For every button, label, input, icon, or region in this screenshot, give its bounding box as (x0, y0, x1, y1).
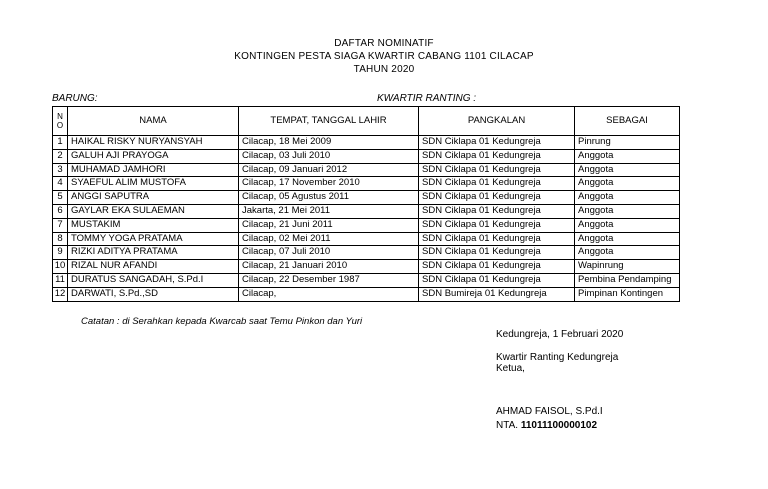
cell-no: 8 (53, 232, 68, 246)
cell-nama: ANGGI SAPUTRA (68, 191, 239, 205)
cell-ttl: Cilacap, 02 Mei 2011 (239, 232, 419, 246)
cell-pangkalan: SDN Ciklapa 01 Kedungreja (419, 260, 575, 274)
cell-sebagai: Wapinrung (575, 260, 680, 274)
cell-pangkalan: SDN Ciklapa 01 Kedungreja (419, 149, 575, 163)
col-pangkalan-header: PANGKALAN (419, 107, 575, 136)
col-no-bottom: O (56, 121, 64, 130)
cell-sebagai: Anggota (575, 246, 680, 260)
cell-no: 4 (53, 177, 68, 191)
cell-sebagai: Pinrung (575, 136, 680, 150)
note-text: Catatan : di Serahkan kepada Kwarcab saat Temu Pinkon dan Yuri (81, 316, 363, 327)
cell-no: 11 (53, 273, 68, 287)
signature-nta (496, 420, 597, 431)
cell-nama: DARWATI, S.Pd.,SD (68, 287, 239, 301)
cell-nama: RIZAL NUR AFANDI (68, 260, 239, 274)
cell-pangkalan: SDN Bumireja 01 Kedungreja (419, 287, 575, 301)
doc-subtitle: KONTINGEN PESTA SIAGA KWARTIR CABANG 1101 CILACAP (234, 51, 534, 62)
cell-nama: RIZKI ADITYA PRATAMA (68, 246, 239, 260)
barung-label: BARUNG: (52, 93, 98, 104)
cell-ttl: Cilacap, 22 Desember 1987 (239, 273, 419, 287)
cell-ttl: Cilacap, 05 Agustus 2011 (239, 191, 419, 205)
signature-role: Ketua, (496, 363, 525, 374)
cell-ttl: Cilacap, (239, 287, 419, 301)
table-row (53, 273, 680, 287)
table-row (53, 246, 680, 260)
cell-nama: SYAEFUL ALIM MUSTOFA (68, 177, 239, 191)
table-row (53, 218, 680, 232)
cell-no: 9 (53, 246, 68, 260)
doc-title: DAFTAR NOMINATIF (334, 38, 434, 49)
doc-year: TAHUN 2020 (353, 64, 415, 75)
table-row (53, 163, 680, 177)
cell-no: 10 (53, 260, 68, 274)
cell-no: 7 (53, 218, 68, 232)
signature-org: Kwartir Ranting Kedungreja (496, 352, 619, 363)
table-row (53, 177, 680, 191)
col-ttl-header: TEMPAT, TANGGAL LAHIR (239, 107, 419, 136)
col-sebagai-header: SEBAGAI (575, 107, 680, 136)
cell-ttl: Cilacap, 18 Mei 2009 (239, 136, 419, 150)
col-no-header (53, 107, 68, 136)
table-row (53, 149, 680, 163)
table-row (53, 204, 680, 218)
cell-nama: HAIKAL RISKY NURYANSYAH (68, 136, 239, 150)
cell-pangkalan: SDN Ciklapa 01 Kedungreja (419, 136, 575, 150)
cell-pangkalan: SDN Ciklapa 01 Kedungreja (419, 273, 575, 287)
cell-sebagai: Anggota (575, 232, 680, 246)
cell-pangkalan: SDN Ciklapa 01 Kedungreja (419, 204, 575, 218)
cell-no: 1 (53, 136, 68, 150)
table-row (53, 136, 680, 150)
table-header-row (53, 107, 680, 136)
cell-sebagai: Pembina Pendamping (575, 273, 680, 287)
kwartir-ranting-label: KWARTIR RANTING : (377, 93, 477, 104)
cell-sebagai: Anggota (575, 177, 680, 191)
cell-no: 2 (53, 149, 68, 163)
cell-sebagai: Anggota (575, 218, 680, 232)
cell-nama: MUHAMAD JAMHORI (68, 163, 239, 177)
cell-pangkalan: SDN Ciklapa 01 Kedungreja (419, 163, 575, 177)
cell-ttl: Cilacap, 07 Juli 2010 (239, 246, 419, 260)
cell-ttl: Cilacap, 03 Juli 2010 (239, 149, 419, 163)
cell-no: 12 (53, 287, 68, 301)
cell-nama: TOMMY YOGA PRATAMA (68, 232, 239, 246)
col-no-top: N (57, 112, 63, 121)
cell-sebagai: Anggota (575, 163, 680, 177)
signature-name: AHMAD FAISOL, S.Pd.I (496, 406, 603, 417)
nta-value: 11011100000102 (520, 420, 598, 431)
signature-place-date: Kedungreja, 1 Februari 2020 (496, 329, 624, 340)
cell-pangkalan: SDN Ciklapa 01 Kedungreja (419, 232, 575, 246)
cell-sebagai: Anggota (575, 191, 680, 205)
table-row (53, 287, 680, 301)
cell-nama: MUSTAKIM (68, 218, 239, 232)
cell-ttl: Cilacap, 21 Januari 2010 (239, 260, 419, 274)
cell-pangkalan: SDN Ciklapa 01 Kedungreja (419, 191, 575, 205)
cell-pangkalan: SDN Ciklapa 01 Kedungreja (419, 177, 575, 191)
nta-label: NTA. (496, 420, 519, 431)
cell-pangkalan: SDN Ciklapa 01 Kedungreja (419, 246, 575, 260)
table-row (53, 260, 680, 274)
cell-nama: DURATUS SANGADAH, S.Pd.I (68, 273, 239, 287)
table-row (53, 232, 680, 246)
cell-ttl: Cilacap, 09 Januari 2012 (239, 163, 419, 177)
col-nama-header: NAMA (68, 107, 239, 136)
cell-sebagai: Pimpinan Kontingen (575, 287, 680, 301)
cell-no: 6 (53, 204, 68, 218)
cell-no: 5 (53, 191, 68, 205)
cell-ttl: Cilacap, 21 Juni 2011 (239, 218, 419, 232)
cell-nama: GAYLAR EKA SULAEMAN (68, 204, 239, 218)
table-row (53, 191, 680, 205)
cell-ttl: Jakarta, 21 Mei 2011 (239, 204, 419, 218)
nominatif-table (52, 106, 680, 302)
cell-nama: GALUH AJI PRAYOGA (68, 149, 239, 163)
cell-no: 3 (53, 163, 68, 177)
cell-sebagai: Anggota (575, 149, 680, 163)
cell-sebagai: Anggota (575, 204, 680, 218)
cell-ttl: Cilacap, 17 November 2010 (239, 177, 419, 191)
cell-pangkalan: SDN Ciklapa 01 Kedungreja (419, 218, 575, 232)
